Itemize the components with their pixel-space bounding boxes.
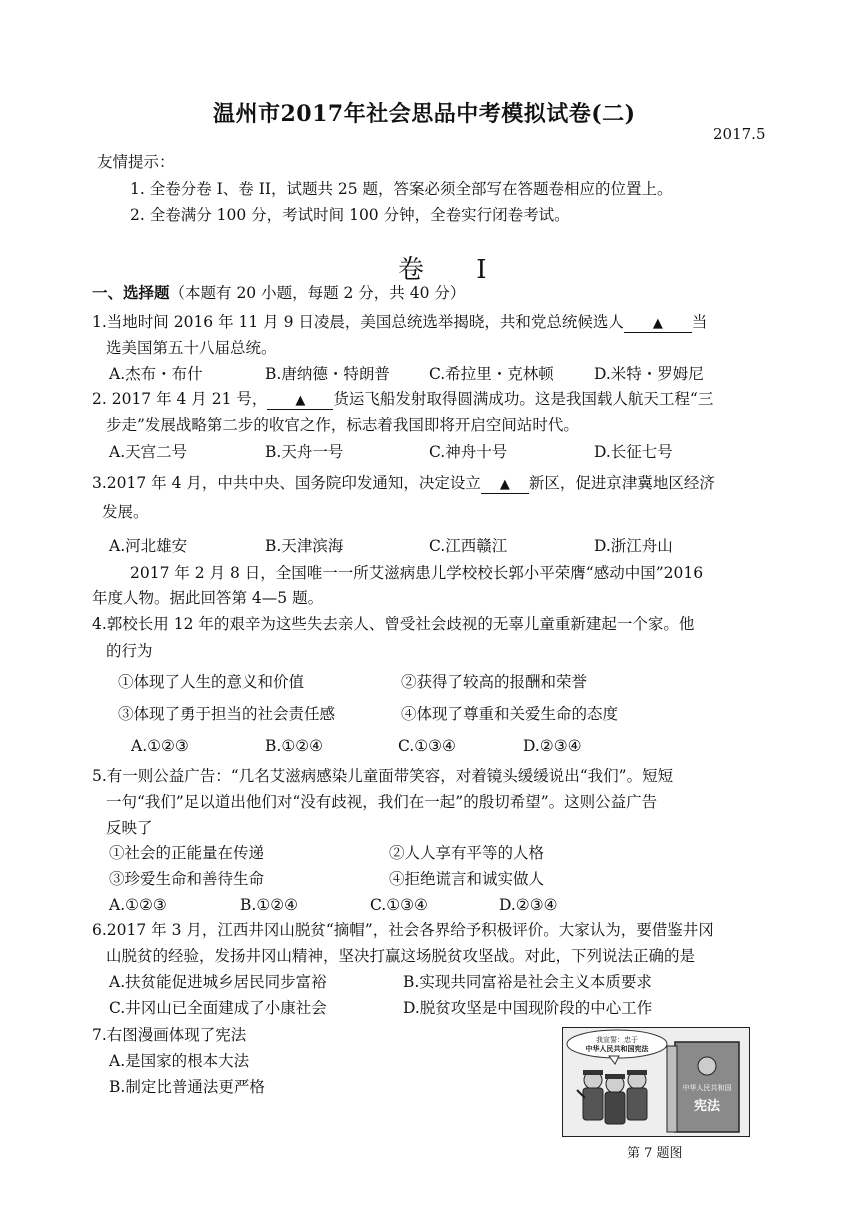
tip-1: 1. 全卷分卷 I、卷 II，试题共 25 题，答案必须全部写在答题卷相应的位置上。 <box>130 180 673 198</box>
bubble-text-2: 中华人民共和国宪法 <box>585 1045 649 1053</box>
part-header-note: （本题有 20 小题，每题 2 分，共 40 分） <box>169 284 466 302</box>
q3-option-b: B.天津滨海 <box>265 537 344 555</box>
constitution-cartoon <box>562 1027 750 1137</box>
tips-label: 友情提示： <box>97 153 175 171</box>
q2-option-d: D.长征七号 <box>594 443 673 461</box>
part-header-title: 一、选择题 <box>92 283 170 302</box>
q2-option-c: C.神舟十号 <box>429 443 508 461</box>
question-7-stem: 7.右图漫画体现了宪法 <box>92 1026 247 1044</box>
question-1-stem <box>92 312 707 333</box>
question-5-line2: 一句“我们”足以道出他们对“没有歧视，我们在一起”的殷切希望”。这则公益广告 <box>106 793 658 811</box>
book-text-1: 中华人民共和国 <box>682 1084 732 1092</box>
material-line-2: 年度人物。据此回答第 4—5 题。 <box>92 589 324 607</box>
question-6-stem: 6.2017 年 3 月，江西井冈山脱贫“摘帽”，社会各界给予积极评价。大家认为，要借鉴井冈 <box>92 921 714 939</box>
question-4-stem: 4.郭校长用 12 年的艰辛为这些失去亲人、曾受社会歧视的无辜儿童重新建起一个家。他 <box>92 615 695 633</box>
book-text-2: 宪法 <box>693 1099 721 1114</box>
q4-item-2: ②获得了较高的报酬和荣誉 <box>401 673 588 691</box>
q1-text-a: 1.当地时间 2016 年 11 月 9 日凌晨，美国总统选举揭晓，共和党总统候选人 <box>92 313 624 331</box>
answer-blank <box>624 314 692 333</box>
q1-option-c: C.希拉里・克林顿 <box>429 365 554 383</box>
q5-option-a: A.①②③ <box>109 896 167 914</box>
question-1-line2: 选美国第五十八届总统。 <box>106 339 277 357</box>
q7-option-a: A.是国家的根本大法 <box>109 1052 250 1070</box>
question-6-line2: 山脱贫的经验，发扬井冈山精神，坚决打赢这场脱贫攻坚战。对此，下列说法正确的是 <box>106 947 696 965</box>
question-2-stem <box>92 389 713 410</box>
q4-item-4: ④体现了尊重和关爱生命的态度 <box>401 705 619 723</box>
bubble-text-1: 我宣誓：忠于 <box>596 1036 638 1044</box>
part-header <box>92 283 465 303</box>
q7-option-b: B.制定比普通法更严格 <box>109 1078 265 1096</box>
q5-option-c: C.①③④ <box>370 896 428 914</box>
q2-text-a: 2. 2017 年 4 月 21 号， <box>92 390 268 408</box>
cartoon-illustration <box>563 1028 749 1136</box>
q4-option-c: C.①③④ <box>398 737 456 755</box>
q2-option-a: A.天宫二号 <box>109 443 188 461</box>
q6-option-b: B.实现共同富裕是社会主义本质要求 <box>403 973 652 991</box>
q3-option-a: A.河北雄安 <box>109 537 188 555</box>
q4-option-b: B.①②④ <box>265 737 324 755</box>
q1-option-a: A.杰布・布什 <box>109 365 203 383</box>
figure-caption: 第 7 题图 <box>627 1146 683 1161</box>
q4-item-3: ③体现了勇于担当的社会责任感 <box>118 705 336 723</box>
answer-blank <box>481 475 529 494</box>
triangle-marker: ▲ <box>295 393 306 408</box>
q1-option-d: D.米特・罗姆尼 <box>594 365 704 383</box>
q4-option-a: A.①②③ <box>131 737 189 755</box>
q3-text-b: 新区，促进京津冀地区经济 <box>528 474 715 492</box>
q5-item-3: ③珍爱生命和善待生命 <box>109 870 265 888</box>
question-4-line2: 的行为 <box>106 642 153 660</box>
q5-item-1: ①社会的正能量在传递 <box>109 844 265 862</box>
q5-option-d: D.②③④ <box>499 896 558 914</box>
q3-option-c: C.江西赣江 <box>429 537 508 555</box>
question-3-line2: 发展。 <box>102 503 149 521</box>
tip-2: 2. 全卷满分 100 分，考试时间 100 分钟，全卷实行闭卷考试。 <box>130 206 570 224</box>
triangle-marker: ▲ <box>652 316 663 331</box>
exam-title: 温州市2017年社会思品中考模拟试卷(二) <box>213 101 636 127</box>
q3-text-a: 3.2017 年 4 月，中共中央、国务院印发通知，决定设立 <box>92 474 481 492</box>
q5-item-2: ②人人享有平等的人格 <box>389 844 545 862</box>
answer-blank <box>267 391 333 410</box>
question-2-line2: 步走”发展战略第二步的收官之作，标志着我国即将开启空间站时代。 <box>106 416 579 434</box>
section-title: 卷 I <box>398 255 509 285</box>
question-3-stem <box>92 473 715 494</box>
q5-option-b: B.①②④ <box>240 896 299 914</box>
material-line-1: 2017 年 2 月 8 日，全国唯一一所艾滋病患儿学校校长郭小平荣膺“感动中国”2016 <box>130 564 704 582</box>
q6-option-d: D.脱贫攻坚是中国现阶段的中心工作 <box>403 999 653 1017</box>
q6-option-a: A.扶贫能促进城乡居民同步富裕 <box>109 973 327 991</box>
q2-text-b: 货运飞船发射取得圆满成功。这是我国载人航天工程“三 <box>333 390 714 408</box>
q4-item-1: ①体现了人生的意义和价值 <box>118 673 305 691</box>
q1-option-b: B.唐纳德・特朗普 <box>265 365 390 383</box>
q1-text-b: 当 <box>691 313 708 331</box>
officials-figures <box>577 1070 647 1124</box>
q2-option-b: B.天舟一号 <box>265 443 344 461</box>
q5-item-4: ④拒绝谎言和诚实做人 <box>389 870 545 888</box>
q4-option-d: D.②③④ <box>523 737 582 755</box>
question-5-stem: 5.有一则公益广告：“几名艾滋病感染儿童面带笑容，对着镜头缓缓说出“我们”。短短 <box>92 767 674 785</box>
triangle-marker: ▲ <box>499 477 510 492</box>
constitution-book <box>667 1042 739 1132</box>
exam-date: 2017.5 <box>713 125 766 143</box>
q6-option-c: C.井冈山已全面建成了小康社会 <box>109 999 327 1017</box>
question-5-line3: 反映了 <box>106 819 153 837</box>
q3-option-d: D.浙江舟山 <box>594 537 673 555</box>
